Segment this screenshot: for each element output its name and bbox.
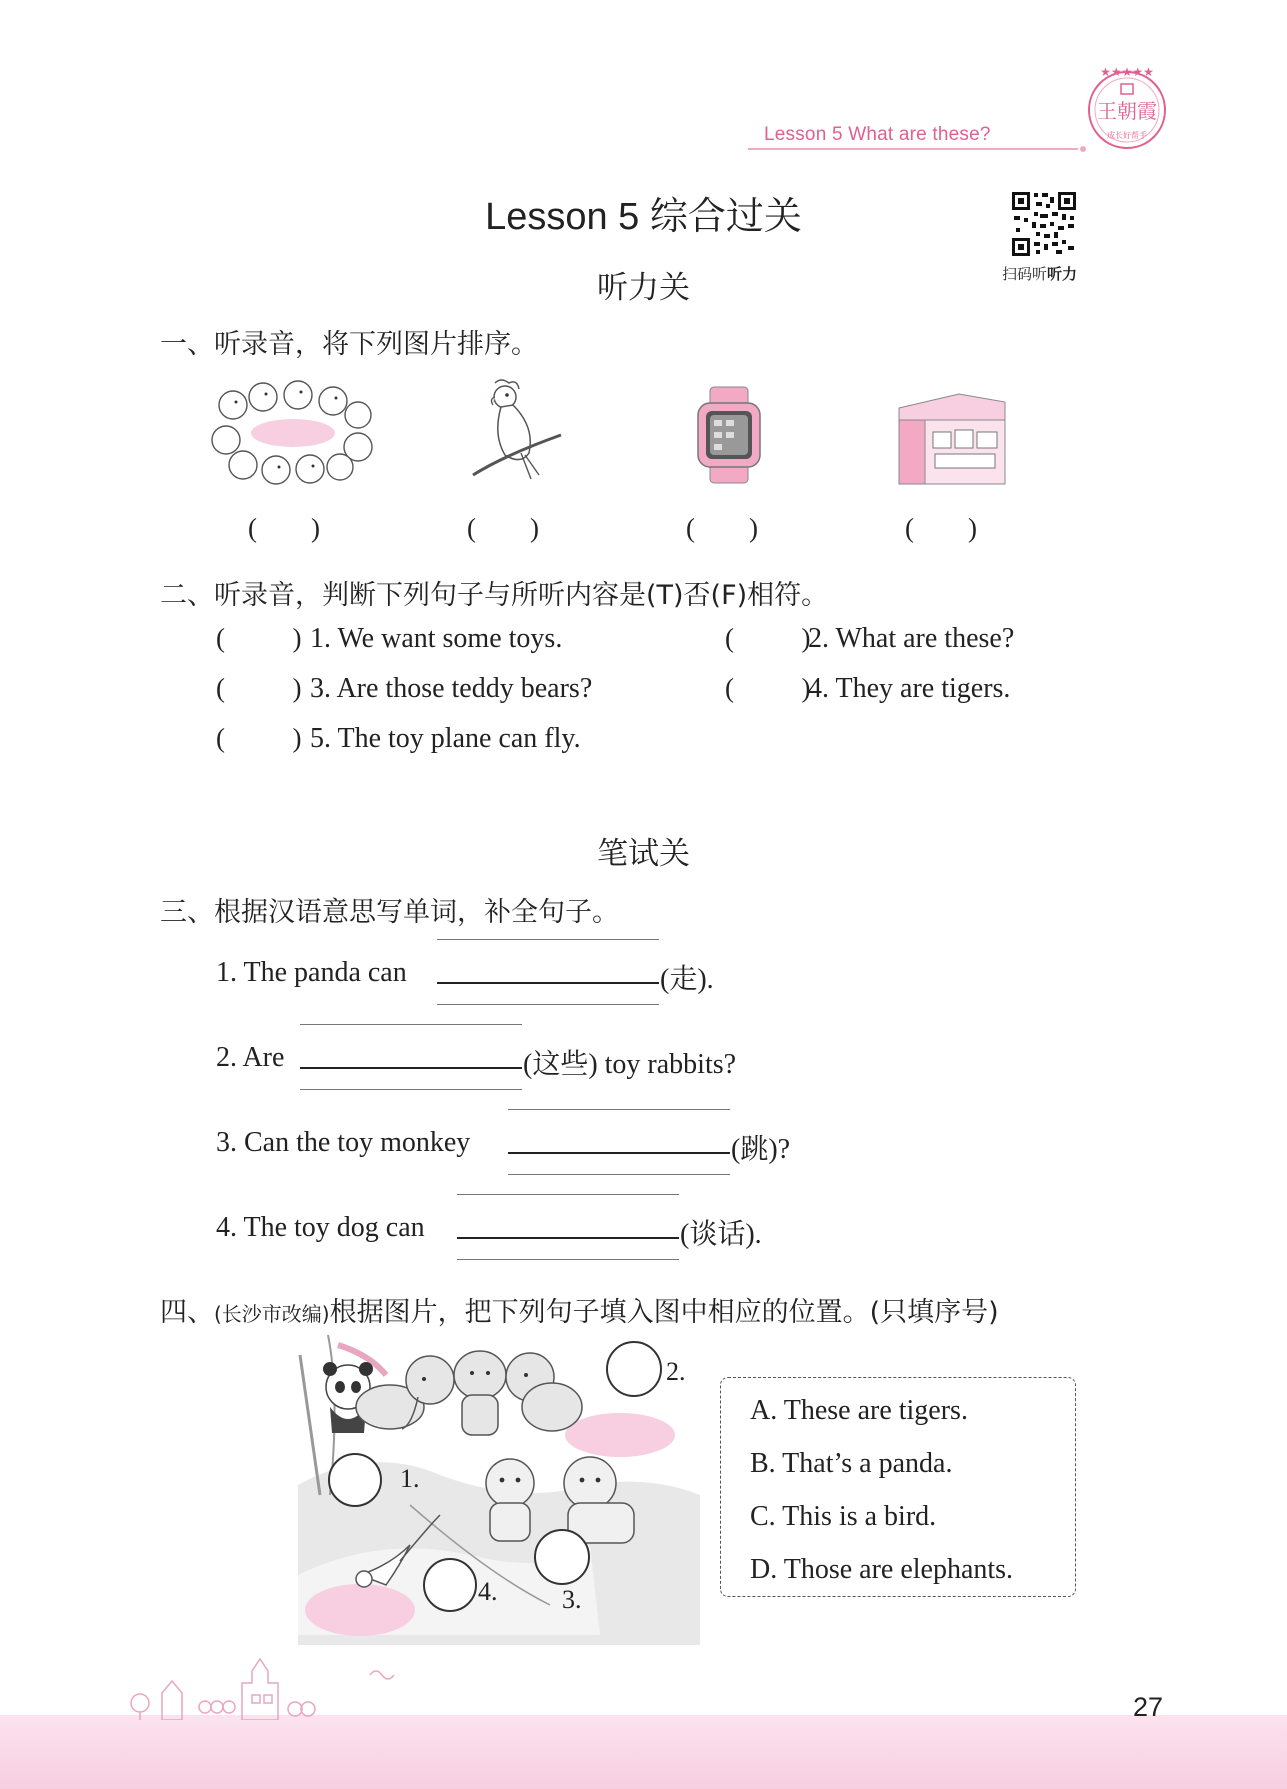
listening-section-title: 听力关 <box>597 270 690 306</box>
parrot-icon <box>465 375 570 490</box>
option-b: B. That’s a panda. <box>750 1448 953 1479</box>
toy-box-icon <box>895 390 1015 490</box>
guide-line <box>508 1109 730 1110</box>
footer-band <box>0 1715 1287 1789</box>
bubble-label-4: 4. <box>478 1577 498 1606</box>
part2-answer-2[interactable]: ( ) <box>725 623 811 653</box>
answer-line-1[interactable] <box>437 982 659 984</box>
part3-sentence-2-start: 2. Are <box>216 1042 285 1073</box>
guide-line <box>457 1194 679 1195</box>
guide-line <box>300 1024 522 1025</box>
part3-heading: 三、根据汉语意思写单词，补全句子。 <box>160 897 619 928</box>
brand-logo-subtext: 成长好帮手 <box>1107 131 1147 140</box>
guide-line <box>300 1089 522 1090</box>
option-a: A. These are tigers. <box>750 1395 968 1426</box>
part3-sentence-1-end: (走). <box>660 964 714 995</box>
part2-sentence-2: 2. What are these? <box>808 623 1015 654</box>
page-number: 27 <box>1133 1692 1164 1722</box>
part3-sentence-3-end: (跳)? <box>731 1134 791 1165</box>
brand-logo-icon <box>1072 58 1182 158</box>
answer-bubble-4 <box>424 1559 476 1611</box>
part1-answer-3[interactable]: ( ) <box>686 513 758 543</box>
part3-sentence-4-end: (谈话). <box>680 1219 762 1250</box>
running-header: Lesson 5 What are these? <box>764 124 991 145</box>
part2-heading: 二、听录音，判断下列句子与所听内容是(T)否(F)相符。 <box>160 580 829 611</box>
svg-text:★★★★★: ★★★★★ <box>1100 65 1154 79</box>
smartwatch-icon <box>690 385 770 485</box>
part1-answer-1[interactable]: ( ) <box>248 513 320 543</box>
bubble-label-3: 3. <box>562 1585 582 1614</box>
part4-heading: 四、(长沙市改编)根据图片，把下列句子填入图中相应的位置。(只填序号) <box>160 1297 999 1328</box>
bubble-label-2: 2. <box>666 1357 686 1386</box>
qr-code-icon[interactable] <box>1010 190 1078 258</box>
part3-sentence-3-start: 3. Can the toy monkey <box>216 1127 471 1158</box>
part3-sentence-4-start: 4. The toy dog can <box>216 1212 425 1243</box>
part2-sentence-3: 3. Are those teddy bears? <box>310 673 593 704</box>
part1-answer-2[interactable]: ( ) <box>467 513 539 543</box>
part2-sentence-1: 1. We want some toys. <box>310 623 563 654</box>
part3-sentence-2-end: (这些) toy rabbits? <box>523 1049 737 1080</box>
option-c: C. This is a bird. <box>750 1501 937 1532</box>
guide-line <box>437 939 659 940</box>
part2-answer-5[interactable]: ( ) <box>216 723 302 753</box>
page-title: Lesson 5 综合过关 <box>485 196 802 238</box>
part2-sentence-5: 5. The toy plane can fly. <box>310 723 581 754</box>
bubble-label-1: 1. <box>400 1464 420 1493</box>
brand-logo-text: 王朝霞 <box>1097 99 1157 123</box>
part2-sentence-4: 4. They are tigers. <box>808 673 1011 704</box>
writing-section-title: 笔试关 <box>597 836 690 872</box>
zoo-scene-picture <box>290 1335 710 1645</box>
qr-caption: 扫码听听力 <box>1002 265 1078 283</box>
part1-heading: 一、听录音，将下列图片排序。 <box>160 329 538 360</box>
header-rule <box>748 148 1078 150</box>
answer-line-4[interactable] <box>457 1237 679 1239</box>
guide-line <box>508 1174 730 1175</box>
guide-line <box>437 1004 659 1005</box>
part1-answer-4[interactable]: ( ) <box>905 513 977 543</box>
part2-answer-1[interactable]: ( ) <box>216 623 302 653</box>
answer-bubble-1 <box>329 1454 381 1506</box>
answer-line-3[interactable] <box>508 1152 730 1154</box>
part2-answer-3[interactable]: ( ) <box>216 673 302 703</box>
answer-bubble-2 <box>607 1342 661 1396</box>
castle-decoration-icon <box>120 1645 420 1720</box>
answer-line-2[interactable] <box>300 1067 522 1069</box>
chicks-icon <box>208 375 378 490</box>
part2-answer-4[interactable]: ( ) <box>725 673 811 703</box>
option-d: D. Those are elephants. <box>750 1554 1014 1585</box>
part3-sentence-1-start: 1. The panda can <box>216 957 407 988</box>
elephants-figure <box>356 1351 582 1435</box>
guide-line <box>457 1259 679 1260</box>
answer-bubble-3 <box>535 1530 589 1584</box>
